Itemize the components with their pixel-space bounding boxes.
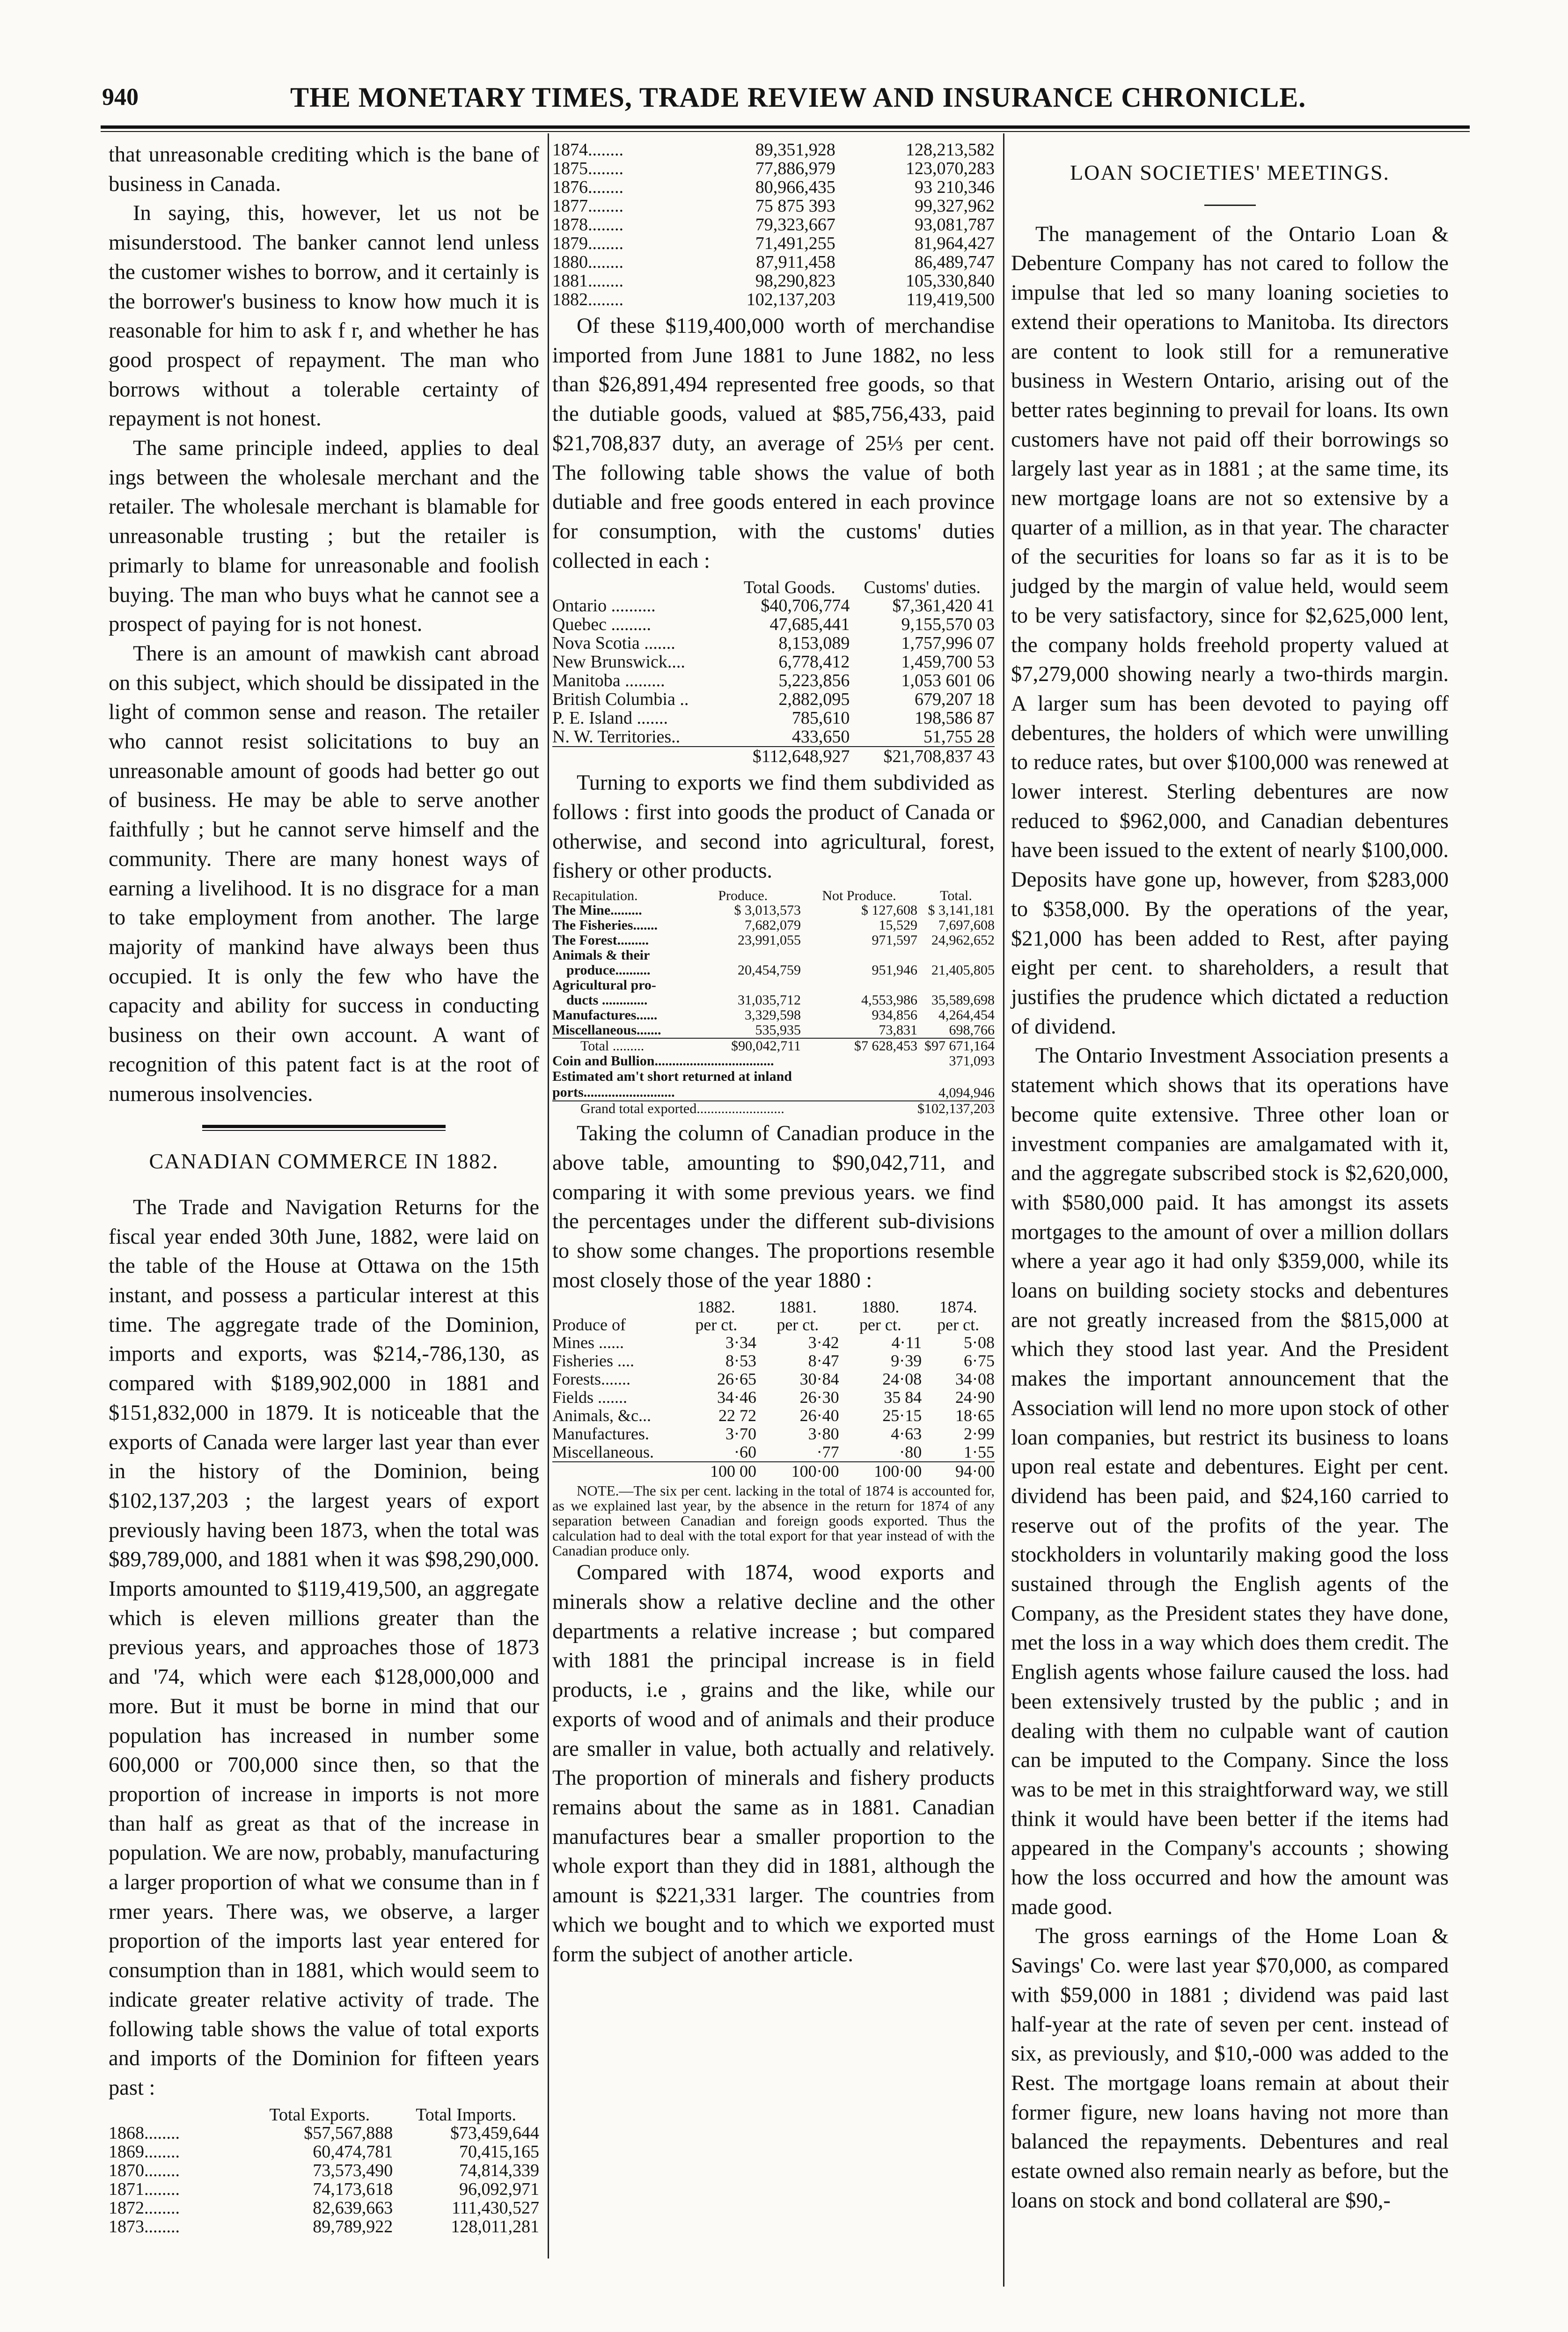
total-cell — [917, 948, 995, 963]
province-cell: Ontario .......... — [552, 596, 656, 616]
total-cell: 35,589,698 — [931, 992, 995, 1008]
row-label: Manufactures...... — [552, 1007, 658, 1023]
column-header: Total Exports. — [269, 2105, 370, 2125]
produce-cell: 3,329,598 — [745, 1007, 801, 1023]
imports-cell: 93,081,787 — [915, 215, 995, 235]
pct-cell: 6·75 — [964, 1351, 995, 1371]
year-cell: 1873........ — [109, 2216, 180, 2237]
paragraph: The Trade and Navigation Returns for the fiscal year ended 30th June, 1882, were laid on the table of the House at Ottawa on the 15th instant, and possess a particular interest at this time. The aggregate trade of the Dominion, imports and exports, was $214,-786,130, as compared with $189,902,000 in 1881 and $151,832,000 in 1879. It is noticeable that the exports of Canada were larger last year than ever in the history of the Dominion, being $102,137,203 ; the largest years of export previously having been 1873, when the total was $89,789,000, and 1881 when it was $98,290,000. Imports amounted to $119,419,500, an aggregate which is eleven millions greater than the previous years, and approaches those of 1873 and '74, which were each $128,000,000 and more. But it must be borne in mind that our population has increased in number some 600,000 or 700,000 since then, so that the proportion of increase in imports is not more than half as great as that of the increase in population. We are now, probably, manufacturing a larger proportion of what we consume than in f rmer years. There was, we observe, a larger proportion of the imports last year entered for consumption than in 1881, which would seem to indicate greater relative activity of trade. The following table shows the value of total exports and imports of the Dominion for fifteen years past : — [109, 1195, 539, 2100]
exports-cell: 79,323,667 — [755, 215, 835, 235]
duties-cell: 1,053 601 06 — [901, 671, 995, 691]
table-row — [552, 653, 995, 671]
column-divider-1 — [548, 133, 549, 2259]
column-header: Total Goods. — [743, 578, 835, 598]
unit-header: per ct. — [777, 1315, 819, 1335]
goods-cell: 6,778,412 — [778, 652, 850, 672]
pct-cell: 18·65 — [955, 1406, 995, 1425]
exports-cell: 80,966,435 — [755, 177, 835, 197]
row-label: Fields ....... — [552, 1388, 628, 1407]
section-rule — [1204, 205, 1256, 206]
unit-header: per ct. — [695, 1315, 738, 1335]
table-row — [552, 963, 995, 978]
paragraph: There is an amount of mawkish cant abroad on this subject, which should be dissipated in the light of common sense and reason. The retailer who cannot resist solicitations to buy an unreasonable amount of goods had better go out of business. He may be able to serve another faithfully ; but he cannot serve himself and the community. There are many honest ways of earning a livelihood. It is no disgrace for a man to take employment from another. The large majority of mankind have always been thus occupied. It is only the few who have the capacity and ability for success in conducting business on their own account. A want of recognition of this patent fact is at the root of numerous insolvencies. — [109, 641, 539, 1106]
table-row — [552, 1388, 995, 1407]
year-cell: 1882........ — [552, 290, 623, 309]
paragraph: The management of the Ontario Loan & Debenture Company has not cared to follow the impulse that led so many loaning societies to extend their operations to Manitoba. Its directors are content to look still for a remunerative business in Western Ontario, arising out of the better rates beginning to prevail for loans. Its own customers have not paid off their borrowings so largely last year as in 1881 ; at the same time, its new mortgage loans are not so extensive by a quarter of a million, as in that year. The character of the securities for loans so far as it is to be judged by the margin of value held, would seem to be very satisfactory, since for $2,625,000 lent, the company holds freehold property valued at $7,279,000 showing nearly a two-thirds margin. A larger sum has been devoted to paying off debentures, the holders of which were unwilling to reduce rates, but over $100,000 was renewed at lower interest. Sterling debentures are now reduced to $962,000, and Canadian debentures have been issued to the extent of nearly $100,000. Deposits have gone up, however, from $283,000 to $358,000. By the operations of the year, $21,000 has been added to Rest, after paying eight per cent. to shareholders, a result that justifies the prudence which dictated a reduction of dividend. — [1011, 222, 1449, 1039]
page-header — [0, 0, 1568, 140]
table-row — [552, 1443, 995, 1462]
pct-cell: 3·42 — [808, 1333, 839, 1352]
pct-total: 100·00 — [756, 1462, 839, 1481]
province-cell: British Columbia .. — [552, 689, 689, 710]
table-row — [552, 1334, 995, 1352]
pct-cell: 30·84 — [799, 1370, 839, 1389]
column-header: Produce of — [552, 1315, 626, 1335]
imports-cell: 99,327,962 — [915, 196, 995, 216]
pct-cell: 26·30 — [799, 1388, 839, 1407]
section-title: CANADIAN COMMERCE IN 1882. — [149, 1149, 499, 1173]
not-produce-cell: 15,529 — [879, 917, 917, 933]
exports-cell: 74,173,618 — [313, 2179, 393, 2199]
table-row — [552, 727, 995, 747]
year-cell: 1879........ — [552, 234, 623, 253]
exports-cell: 71,491,255 — [755, 234, 835, 253]
province-cell: Quebec ......... — [552, 615, 652, 635]
not-produce-cell: $ 127,608 — [861, 902, 917, 918]
year-cell: 1875........ — [552, 159, 623, 178]
table-row — [552, 1023, 995, 1038]
table-row — [552, 615, 995, 634]
not-produce-cell: 971,597 — [872, 932, 917, 948]
imports-cell: 96,092,971 — [459, 2179, 539, 2199]
duties-cell: 679,207 18 — [915, 689, 995, 710]
table-row — [109, 2161, 539, 2180]
table-row — [552, 948, 995, 963]
not-produce-cell: 934,856 — [872, 1007, 917, 1023]
header-rule — [101, 125, 1470, 129]
total-cell — [917, 978, 995, 993]
column-header: Total Imports. — [416, 2105, 516, 2125]
paragraph: that unreasonable crediting which is the bane of business in Canada. — [109, 143, 539, 196]
column-header: Total. — [940, 888, 972, 904]
total-cell: 371,093 — [949, 1053, 995, 1069]
year-cell: 1874........ — [552, 140, 623, 160]
year-cell: 1877........ — [552, 196, 623, 216]
row-label: Miscellaneous. — [552, 1443, 654, 1462]
table-row — [552, 1352, 995, 1370]
row-label: Manufactures. — [552, 1424, 649, 1444]
year-header: 1881. — [778, 1298, 817, 1317]
total-cell: $102,137,203 — [917, 1101, 995, 1117]
province-cell: Nova Scotia ....... — [552, 633, 675, 653]
produce-cell: 20,454,759 — [738, 962, 801, 978]
table-row — [552, 290, 995, 309]
row-label: Mines ...... — [552, 1333, 624, 1352]
percentage-table — [552, 1298, 995, 1481]
pct-total: 100·00 — [839, 1462, 922, 1481]
column-3 — [1011, 140, 1449, 2216]
table-row — [552, 234, 995, 253]
produce-cell: 7,682,079 — [745, 917, 801, 933]
total-cell: 698,766 — [949, 1022, 995, 1038]
section-rule-thin — [202, 1130, 446, 1131]
imports-cell: 81,964,427 — [915, 234, 995, 253]
table-row — [552, 271, 995, 290]
exports-cell: 98,290,823 — [755, 271, 835, 291]
year-cell: 1871........ — [109, 2179, 180, 2199]
paragraph: In saying, this, however, let us not be misunderstood. The banker cannot lend unless the customer wishes to borrow, and it certainly is the borrower's business to know how much it is reasonable for him to ask f r, and whether he has good prospect of repayment. The man who borrows without a tolerable certainty of repayment is not honest. — [109, 201, 539, 431]
duties-cell: $7,361,420 41 — [892, 596, 995, 616]
pct-cell: 35 84 — [884, 1388, 922, 1407]
column-divider-2 — [1003, 133, 1004, 2287]
unit-header: per ct. — [937, 1315, 980, 1335]
year-cell: 1881........ — [552, 271, 623, 291]
table-row — [552, 1370, 995, 1388]
duties-cell: 9,155,570 03 — [901, 615, 995, 635]
exports-cell: 102,137,203 — [746, 290, 835, 309]
imports-cell: 74,814,339 — [459, 2160, 539, 2180]
pct-cell: 4·63 — [891, 1424, 922, 1444]
imports-cell: 119,419,500 — [906, 290, 995, 309]
running-head: THE MONETARY TIMES, TRADE REVIEW AND INSURANCE CHRONICLE. — [290, 82, 1306, 113]
exports-cell: 77,886,979 — [755, 159, 835, 178]
table-row — [109, 2180, 539, 2199]
table-row — [552, 1054, 995, 1069]
total-duties: $21,708,837 43 — [850, 747, 995, 766]
produce-cell: 535,935 — [755, 1022, 801, 1038]
row-label: produce.......... — [566, 962, 651, 978]
province-cell: New Brunswick.... — [552, 652, 685, 672]
province-cell: Manitoba ......... — [552, 671, 665, 691]
table-row — [552, 1069, 995, 1101]
table-row — [552, 1425, 995, 1443]
produce-cell — [685, 978, 801, 993]
pct-cell: 3·70 — [725, 1424, 756, 1444]
table-row — [552, 1407, 995, 1425]
pct-cell: 3·80 — [808, 1424, 839, 1444]
column-header: Recapitulation. — [552, 888, 638, 904]
pct-cell: ·77 — [816, 1443, 839, 1462]
exports-cell: 75 875 393 — [755, 196, 835, 216]
exports-cell: $57,567,888 — [304, 2123, 393, 2143]
row-label: Animals, &c... — [552, 1406, 651, 1425]
table-row — [552, 978, 995, 993]
province-cell: N. W. Territories.. — [552, 727, 681, 747]
duties-cell: 51,755 28 — [923, 727, 995, 747]
not-produce-cell: $7 628,453 — [801, 1038, 917, 1054]
row-label: Animals & their — [552, 947, 650, 963]
pct-cell: 9·39 — [891, 1351, 922, 1371]
goods-cell: 2,882,095 — [778, 689, 850, 710]
pct-cell: 8·53 — [725, 1351, 756, 1371]
pct-cell: ·60 — [734, 1443, 756, 1462]
row-label: The Forest......... — [552, 932, 649, 948]
row-label: Miscellaneous....... — [552, 1022, 661, 1038]
total-cell: 4,264,454 — [938, 1007, 995, 1023]
produce-cell — [685, 948, 801, 963]
trade-table — [109, 2106, 539, 2236]
imports-cell: 128,011,281 — [451, 2216, 539, 2237]
paragraph: The gross earnings of the Home Loan & Savings' Co. were last year $70,000, as compared with $59,000 in 1881 ; dividend was paid last half-year at the rate of seven per cent. instead of six, as previously, and $10,-000 was added to the Rest. The mortgage loans remain at about their former figure, new loans having not more than balanced the repayments. Debentures and real estate owned also remain nearly as before, but the loans on stock and bond collateral are $90,- — [1011, 1924, 1449, 2213]
table-row — [552, 993, 995, 1008]
imports-cell: 123,070,283 — [906, 159, 995, 178]
not-produce-cell: 951,946 — [872, 962, 917, 978]
year-cell: 1876........ — [552, 177, 623, 197]
paragraph: Taking the column of Canadian produce in the above table, amounting to $90,042,711, and comparing it with some previous years. we find the percentages under the different sub-divisions to show some changes. The proportions resemble most closely those of the year 1880 : — [552, 1122, 995, 1292]
total-cell: $97 671,164 — [917, 1038, 995, 1054]
year-cell: 1870........ — [109, 2160, 180, 2180]
row-label: Forests....... — [552, 1370, 631, 1389]
duties-cell: 198,586 87 — [915, 708, 995, 728]
year-header: 1882. — [697, 1298, 735, 1317]
pct-cell: 24·90 — [955, 1388, 995, 1407]
row-label: Coin and Bullion.................................. — [552, 1053, 774, 1069]
exports-cell: 82,639,663 — [313, 2198, 393, 2218]
exports-cell: 89,789,922 — [313, 2216, 393, 2237]
exports-cell: 60,474,781 — [313, 2141, 393, 2162]
table-row — [552, 671, 995, 690]
column-1 — [109, 140, 539, 2239]
imports-cell: 128,213,582 — [906, 140, 995, 160]
not-produce-cell: 4,553,986 — [861, 992, 917, 1008]
not-produce-cell — [801, 948, 917, 963]
total-cell: $ 3,141,181 — [928, 902, 995, 918]
imports-cell: 105,330,840 — [906, 271, 995, 291]
total-goods: $112,648,927 — [729, 747, 850, 766]
pct-cell: 34·08 — [955, 1370, 995, 1389]
section-title: LOAN SOCIETIES' MEETINGS. — [1070, 161, 1390, 184]
table-row — [552, 690, 995, 709]
table-row — [552, 709, 995, 727]
exports-cell: 87,911,458 — [756, 252, 835, 272]
column-2 — [552, 140, 995, 1969]
exports-cell: 73,573,490 — [313, 2160, 393, 2180]
page-number: 940 — [102, 84, 139, 110]
row-label: Total ......... — [552, 1038, 685, 1054]
year-cell: 1878........ — [552, 215, 623, 235]
table-row — [552, 933, 995, 948]
total-row — [552, 1038, 995, 1054]
goods-cell: 433,650 — [791, 727, 850, 747]
table-row — [109, 2217, 539, 2236]
table-row — [552, 918, 995, 933]
paragraph: The Ontario Investment Association presents a statement which shows that its operations have become quite extensive. Three other loan or investment companies are amalgamated with it, and the aggregate subscribed stock is $2,620,000, with $580,000 paid. It has amongst its assets mortgages to the amount of over a million dollars where a year ago it had only $359,000, while its loans on building society stocks and debentures are not greatly increased from the $815,000 at which they stood last year. And the President makes the important announcement that the Association will lend no more upon stock of other loan companies, but restrict its business to loans upon real estate and debentures. Eight per cent. dividend has been paid, and $24,160 carried to reserve out of the profits of the year. The stockholders in voluntarily making good the loss sustained through the English agents of the Company, as the President states they have done, met the loss in a way which does them credit. The English agents whose failure caused the loss. had been extensively trusted by the public ; and in dealing with them no culpable want of caution can be imputed to the Company. Since the loss was to be met in this straightforward way, we still think it would have been better if the items had appeared in the Company's accounts ; showing how the loss occurred and how the amount was made good. — [1011, 1044, 1449, 1919]
table-row — [109, 2142, 539, 2161]
exports-cell: 89,351,928 — [755, 140, 835, 160]
column-header: Produce. — [718, 888, 768, 904]
pct-cell: 22 72 — [718, 1406, 756, 1425]
table-row — [109, 2124, 539, 2142]
table-row — [552, 159, 995, 178]
table-row — [552, 1008, 995, 1023]
goods-cell: 8,153,089 — [778, 633, 850, 653]
table-row — [109, 2199, 539, 2217]
goods-cell: 47,685,441 — [769, 615, 850, 635]
year-cell: 1880........ — [552, 252, 623, 272]
footnote: NOTE.—The six per cent. lacking in the total of 1874 is accounted for, as we explained last year, by the absence in the return for 1874 of any separation between Canadian and foreign goods exported. Thus the calculation had to deal with the total export for that year instead of with the Canadian produce only. — [552, 1482, 995, 1559]
province-cell: P. E. Island ....... — [552, 708, 668, 728]
imports-cell: $73,459,644 — [450, 2123, 539, 2143]
produce-cell: $ 3,013,573 — [734, 902, 801, 918]
pct-cell: 8·47 — [808, 1351, 839, 1371]
imports-cell: 70,415,165 — [459, 2141, 539, 2162]
table-row — [552, 596, 995, 615]
year-cell: 1872........ — [109, 2198, 180, 2218]
produce-cell: 23,991,055 — [738, 932, 801, 948]
total-cell: 21,405,805 — [931, 962, 995, 978]
column-header: Customs' duties. — [864, 578, 981, 598]
header-rule-thin — [101, 131, 1470, 132]
pct-cell: ·80 — [899, 1443, 922, 1462]
paragraph: Of these $119,400,000 worth of merchandise imported from June 1881 to June 1882, no less than $26,891,494 represented free goods, so that the dutiable goods, valued at $85,756,433, paid $21,708,837 duty, an average of 25⅓ per cent. The following table shows the value of both dutiable and free goods entered in each province for consumption, with the customs' duties collected in each : — [552, 314, 995, 573]
duties-cell: 1,757,996 07 — [901, 633, 995, 653]
table-row — [552, 903, 995, 918]
grand-total-row — [552, 1101, 995, 1116]
row-label: Fisheries .... — [552, 1351, 634, 1371]
row-label: Agricultural pro- — [552, 977, 656, 993]
pct-cell: 26·40 — [799, 1406, 839, 1425]
pct-cell: 1·55 — [964, 1443, 995, 1462]
imports-cell: 86,489,747 — [915, 252, 995, 272]
table-row — [552, 178, 995, 197]
pct-cell: 3·34 — [725, 1333, 756, 1352]
pct-cell: 4·11 — [891, 1333, 922, 1352]
row-label: The Mine......... — [552, 902, 642, 918]
not-produce-cell: 73,831 — [879, 1022, 917, 1038]
goods-cell: $40,706,774 — [761, 596, 850, 616]
section-rule — [202, 1125, 446, 1128]
goods-cell: 785,610 — [791, 708, 850, 728]
row-label: Estimated am't short returned at inland ports.......................... — [552, 1069, 792, 1100]
year-header: 1880. — [861, 1298, 900, 1317]
goods-cell: 5,223,856 — [778, 671, 850, 691]
paragraph: The same principle indeed, applies to deal ings between the wholesale merchant and the retailer. The wholesale merchant is blamable for unreasonable trusting ; but the retailer is primarly to blame for unreasonable and foolish buying. The man who buys what he cannot see a prospect of paying for is not honest. — [109, 436, 539, 637]
duties-cell: 1,459,700 53 — [901, 652, 995, 672]
year-cell: 1869........ — [109, 2141, 180, 2162]
pct-cell: 34·46 — [717, 1388, 756, 1407]
row-label: Grand total exported......................... — [552, 1101, 917, 1116]
total-row — [552, 1462, 995, 1481]
row-label: ducts ............. — [566, 992, 648, 1008]
province-table — [552, 579, 995, 766]
row-label: The Fisheries....... — [552, 917, 658, 933]
not-produce-cell — [801, 978, 917, 993]
table-row — [552, 634, 995, 653]
table-row — [552, 140, 995, 159]
produce-cell: $90,042,711 — [685, 1038, 801, 1054]
paragraph: Compared with 1874, wood exports and minerals show a relative decline and the other departments a relative increase ; but compared with 1881 the principal increase is in field products, i.e , grains and the like, while our exports of wood and of animals and their produce are smaller in value, both actually and relatively. The proportion of minerals and fishery products remains about the same as in 1881. Canadian manufactures bear a smaller proportion to the whole export than they did in 1881, although the amount is $221,331 larger. The countries from which we bought and to which we exported must form the subject of another article. — [552, 1561, 995, 1966]
paragraph: Turning to exports we find them subdivided as follows : first into goods the product of Canada or otherwise, and second into agricultural, forest, fishery or other products. — [552, 771, 995, 883]
pct-cell: 25·15 — [882, 1406, 922, 1425]
total-cell: 7,697,608 — [938, 917, 995, 933]
pct-total: 94·00 — [922, 1462, 995, 1481]
table-row — [552, 197, 995, 215]
total-cell: 24,962,652 — [931, 932, 995, 948]
pct-cell: 5·08 — [964, 1333, 995, 1352]
table-row — [552, 215, 995, 234]
year-cell: 1868........ — [109, 2123, 180, 2143]
trade-table-continued — [552, 140, 995, 309]
total-row — [552, 747, 995, 766]
unit-header: per ct. — [859, 1315, 901, 1335]
pct-cell: 2·99 — [964, 1424, 995, 1444]
table-row — [552, 253, 995, 271]
total-cell: 4,094,946 — [938, 1085, 995, 1101]
imports-cell: 93 210,346 — [915, 177, 995, 197]
pct-cell: 24·08 — [882, 1370, 922, 1389]
pct-total: 100 00 — [676, 1462, 756, 1481]
pct-cell: 26·65 — [717, 1370, 756, 1389]
recap-table — [552, 889, 995, 1116]
imports-cell: 111,430,527 — [451, 2198, 539, 2218]
produce-cell: 31,035,712 — [738, 992, 801, 1008]
column-header: Not Produce. — [822, 888, 896, 904]
year-header: 1874. — [939, 1298, 977, 1317]
